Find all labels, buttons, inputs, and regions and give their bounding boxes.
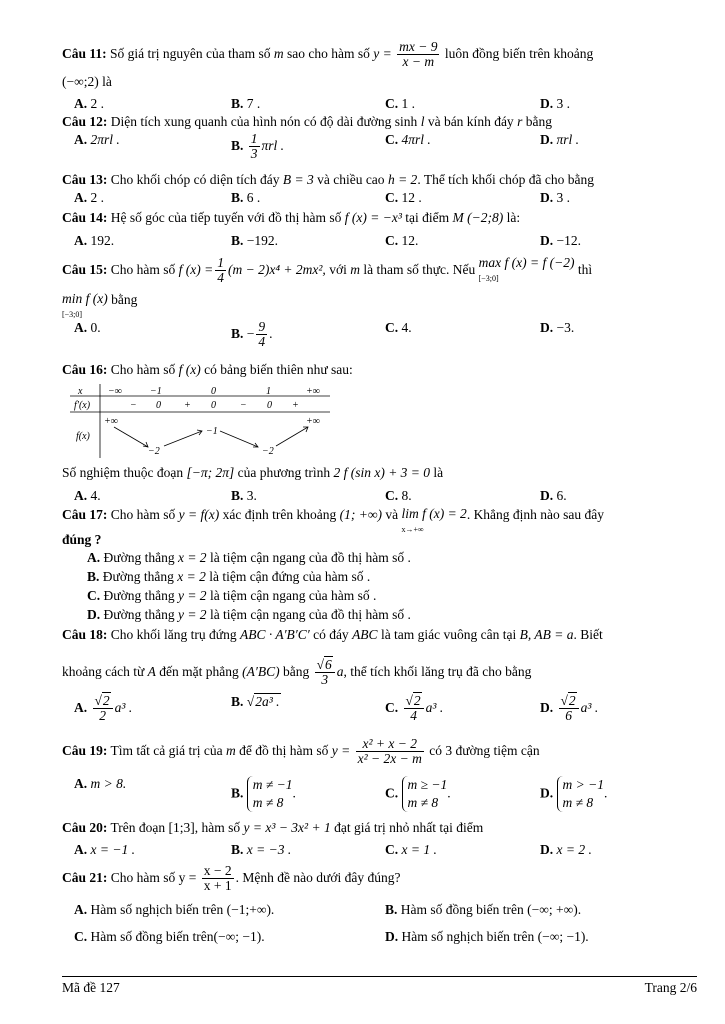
x-val-3: 1 — [266, 386, 271, 397]
q16-stem-2: Số nghiệm thuộc đoạn [−π; 2π] của phương trình 2 f (sin x) + 3 = 0 là — [62, 465, 444, 480]
fp-sign-4: − — [240, 400, 247, 411]
q19-stem: Câu 19: Tìm tất cả giá trị của m để đồ thị hàm số y = $\frac{\text{x² + x − 2}}{\text{x² − 2x − m}}$ có 3 đường tiệm cận — [62, 736, 540, 767]
q16-stem: Câu 16: Cho hàm số f (x) có bảng biến thiên như sau: — [62, 362, 353, 377]
x-val-4: +∞ — [306, 386, 320, 397]
fp-sign-3: 0 — [211, 400, 216, 411]
q19-option-a: A. m > 8. — [74, 776, 127, 791]
page-number: Trang 2/6 — [644, 980, 697, 995]
table-x-label: x — [78, 386, 83, 397]
q11-option-c: C. 1 . — [385, 96, 415, 111]
q17-option-b: B. Đường thẳng x = 2 là tiệm cận đứng của hàm số . — [87, 569, 371, 584]
f-val-2: −1 — [206, 426, 218, 437]
q18-stem: Câu 18: Cho khối lăng trụ đứng ABC · A′B′C′ có đáy ABC là tam giác vuông cân tại B, AB = a. Biết — [62, 627, 603, 642]
q20-option-b: B. x = −3 . — [231, 842, 292, 857]
q15-stem: Câu 15: Cho hàm số f (x) = $\frac{1}{4}$ (m − 2)x⁴ + 2mx², với m là tham số thực. Nếu max f (x) = f (−2) [−3;0] thì — [62, 255, 593, 286]
fp-sign-0: − — [130, 400, 137, 411]
q12-stem: Câu 12: Diện tích xung quanh của hình nón có độ dài đường sinh l và bán kính đáy r bằng — [62, 114, 552, 129]
q11-label: Câu 11: — [62, 45, 107, 61]
q12-option-d: D. πrl . — [540, 132, 580, 147]
q11-option-a: A. 2 . — [74, 96, 104, 111]
q13-option-d: D. 3 . — [540, 190, 570, 205]
x-val-1: −1 — [150, 386, 162, 397]
q19-option-c: C. m ≥ −1 m ≠ 8. — [385, 776, 451, 812]
fp-sign-5: 0 — [267, 400, 272, 411]
fp-sign-2: + — [184, 400, 191, 411]
fp-sign-6: + — [292, 400, 299, 411]
q17-option-d: D. Đường thẳng y = 2 là tiệm cận ngang của đồ thị hàm số . — [87, 607, 411, 622]
q11-option-d: D. 3 . — [540, 96, 570, 111]
q11-fraction: $\frac{mx - 9}{x - m}$ — [399, 39, 438, 70]
q16-option-d: D. 6. — [540, 488, 567, 503]
fp-sign-1: 0 — [156, 400, 161, 411]
f-val-0: +∞ — [104, 416, 118, 427]
q21-option-a: A. Hàm số nghịch biến trên (−1;+∞). — [74, 902, 275, 917]
q13-stem: Câu 13: Cho khối chóp có diện tích đáy B = 3 và chiều cao h = 2. Thể tích khối chóp đã cho bằng — [62, 172, 595, 187]
q18-option-a: A. $\frac{√2}{2}$ a³ . — [74, 693, 133, 724]
q17-option-c: C. Đường thẳng y = 2 là tiệm cận ngang của hàm số . — [87, 588, 377, 603]
q18-option-c: C. $\frac{√2}{4}$ a³ . — [385, 693, 444, 724]
q16-option-b: B. 3. — [231, 488, 257, 503]
q19-option-d: D. m > −1 m ≠ 8. — [540, 776, 607, 812]
q21-option-c: C. Hàm số đồng biến trên(−∞; −1). — [74, 929, 265, 944]
q14-option-c: C. 12. — [385, 233, 419, 248]
q21-option-b: B. Hàm số đồng biến trên (−∞; +∞). — [385, 902, 582, 917]
f-val-3: −2 — [262, 446, 274, 457]
q18-option-d: D. $\frac{√2}{6}$ a³ . — [540, 693, 599, 724]
q12-option-a: A. 2πrl . — [74, 132, 120, 147]
q14-option-b: B. −192. — [231, 233, 279, 248]
q15-option-c: C. 4. — [385, 320, 412, 335]
q15-option-a: A. 0. — [74, 320, 101, 335]
q20-option-d: D. x = 2 . — [540, 842, 592, 857]
x-val-0: −∞ — [108, 386, 122, 397]
q17-stem: Câu 17: Cho hàm số y = f(x) xác định trên khoảng (1; +∞) và lim f (x) = 2 x→+∞. Khẳng định nào sau đây — [62, 506, 605, 534]
q11-stem-2: (−∞;2) là — [62, 74, 112, 89]
footer-divider — [62, 976, 697, 977]
q17-option-a: A. Đường thẳng x = 2 là tiệm cận ngang của đồ thị hàm số . — [87, 550, 411, 565]
q20-option-c: C. x = 1 . — [385, 842, 437, 857]
q21-stem: Câu 21: Cho hàm số y = $\frac{x - 2}{x + 1}$ . Mệnh đề nào dưới đây đúng? — [62, 863, 401, 894]
q18-stem-2: khoảng cách từ A đến mặt phẳng (A′BC) bằng $\frac{√6}{3}$ a, thể tích khối lăng trụ đã cho bằng — [62, 657, 532, 688]
q19-option-b: B. m ≠ −1 m ≠ 8. — [231, 776, 296, 812]
f-val-4: +∞ — [306, 416, 320, 427]
q12-option-b: B. $\frac{1}{3}$ πrl . — [231, 131, 285, 162]
q14-option-a: A. 192. — [74, 233, 115, 248]
q15-option-d: D. −3. — [540, 320, 575, 335]
q16-option-a: A. 4. — [74, 488, 101, 503]
q13-option-b: B. 6 . — [231, 190, 261, 205]
x-val-2: 0 — [211, 386, 216, 397]
q16-option-c: C. 8. — [385, 488, 412, 503]
q13-option-a: A. 2 . — [74, 190, 104, 205]
q14-option-d: D. −12. — [540, 233, 581, 248]
q18-option-b: B. √2a³ . — [231, 694, 280, 709]
f-val-1: −2 — [148, 446, 160, 457]
q20-option-a: A. x = −1 . — [74, 842, 135, 857]
q15-stem-2: min f (x) [−3;0] bằng — [62, 291, 138, 319]
table-f-label: f(x) — [76, 431, 90, 442]
q11-stem: Câu 11: Số giá trị nguyên của tham số m sao cho hàm số y = $\frac{mx - 9}{x - m}$ luôn đồng biến trên khoảng — [62, 39, 594, 70]
exam-code: Mã đề 127 — [62, 980, 120, 995]
q20-stem: Câu 20: Trên đoạn [1;3], hàm số y = x³ − 3x² + 1 đạt giá trị nhỏ nhất tại điểm — [62, 820, 484, 835]
q21-option-d: D. Hàm số nghịch biến trên (−∞; −1). — [385, 929, 589, 944]
q11-option-b: B. 7 . — [231, 96, 261, 111]
q14-stem: Câu 14: Hệ số góc của tiếp tuyến với đồ thị hàm số f (x) = −x³ tại điểm M (−2;8) là: — [62, 210, 521, 225]
q15-option-b: B. − $\frac{9}{4}$ . — [231, 319, 273, 350]
q17-stem-2: đúng ? — [62, 532, 102, 547]
q13-option-c: C. 12 . — [385, 190, 422, 205]
variation-table — [70, 384, 330, 458]
q12-option-c: C. 4πrl . — [385, 132, 431, 147]
table-fp-label: f′(x) — [74, 400, 91, 411]
